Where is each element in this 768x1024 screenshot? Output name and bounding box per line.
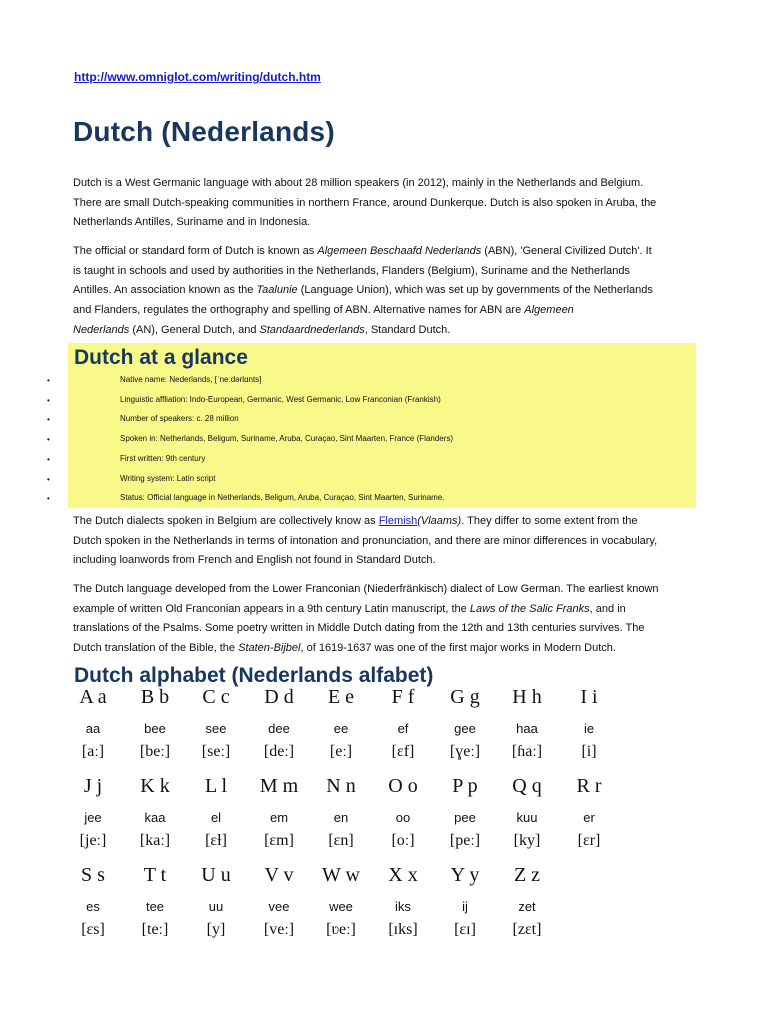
alphabet-letter-name: kuu bbox=[516, 810, 538, 825]
alphabet-letter-name: tee bbox=[145, 899, 165, 914]
alphabet-letter: X x bbox=[388, 864, 418, 886]
glance-item bbox=[0, 413, 700, 427]
intro-p1-line: There are small Dutch-speaking communities in northern France, around Dunkerque. Dutch is also spoken in Aruba, the bbox=[73, 196, 657, 209]
alphabet-letter: T t bbox=[143, 864, 167, 886]
history-line: Dutch translation of the Bible, the Staten-Bijbel, of 1619-1637 was one of the first major works in Modern Dutch. bbox=[73, 642, 616, 655]
bullet-icon: • bbox=[47, 494, 50, 504]
history-line: The Dutch language developed from the Lower Franconian (Niederfränkisch) dialect of Low German. The earliest known bbox=[73, 583, 659, 595]
alphabet-letter-name: er bbox=[583, 810, 595, 825]
alphabet-letter-ipa: [seː] bbox=[201, 743, 231, 760]
bullet-icon: • bbox=[47, 435, 50, 445]
alphabet-letter: C c bbox=[202, 686, 230, 708]
alphabet-letter-ipa: [aː] bbox=[81, 743, 105, 760]
alphabet-letter-ipa: [ɛs] bbox=[81, 921, 105, 938]
alphabet-letter-name: vee bbox=[268, 899, 290, 914]
intro-paragraph-2 bbox=[73, 242, 698, 341]
glance-item bbox=[0, 394, 700, 408]
alphabet-letter-ipa: [veː] bbox=[263, 921, 295, 938]
glance-item bbox=[0, 433, 700, 447]
alphabet-letter-name: ij bbox=[462, 899, 468, 914]
page-title: Dutch (Nederlands) bbox=[73, 116, 335, 147]
alphabet-letter-ipa: [peː] bbox=[449, 832, 481, 849]
dialects-line: Dutch spoken in the Netherlands in terms of intonation and pronunciation, and there are minor differences in vocabulary, bbox=[73, 534, 658, 547]
glance-heading: Dutch at a glance bbox=[74, 346, 248, 369]
alphabet-letter-name: wee bbox=[329, 899, 353, 914]
alphabet-letter-ipa: [ky] bbox=[513, 832, 541, 849]
alphabet-letter-ipa: [y] bbox=[206, 921, 226, 938]
bullet-icon: • bbox=[47, 415, 50, 425]
alphabet-letter-name: uu bbox=[208, 899, 224, 914]
alphabet-letter: J j bbox=[83, 775, 103, 797]
alphabet-letter: N n bbox=[326, 775, 356, 797]
glance-item bbox=[0, 473, 700, 487]
alphabet-letter-name: jee bbox=[84, 810, 102, 825]
alphabet-letter: G g bbox=[450, 686, 480, 708]
alphabet-letter-name: bee bbox=[144, 721, 166, 736]
alphabet-letter: U u bbox=[201, 864, 231, 886]
alphabet-letter: M m bbox=[259, 775, 299, 797]
alphabet-letter-ipa: [ɛn] bbox=[328, 832, 354, 849]
alphabet-letter-name: iks bbox=[395, 899, 411, 914]
intro-p2-line: The official or standard form of Dutch is known as Algemeen Beschaafd Nederlands (ABN), 'General Civilized Dutch'. It bbox=[73, 245, 652, 257]
alphabet-letter-name: en bbox=[333, 810, 349, 825]
glance-item-text: Number of speakers: c. 28 million bbox=[120, 414, 239, 424]
glance-item-text: Native name: Nederlands, [ˈneːdərlɑnts] bbox=[120, 375, 262, 384]
intro-p1-line: Netherlands Antilles, Suriname and in Indonesia. bbox=[73, 216, 311, 229]
alphabet-letter-name: oo bbox=[395, 810, 411, 825]
bullet-icon: • bbox=[47, 474, 50, 484]
intro-p1-line: Dutch is a West Germanic language with about 28 million speakers (in 2012), mainly in the Netherlands and Belgium. bbox=[73, 177, 644, 189]
alphabet-letter: D d bbox=[264, 686, 294, 708]
alphabet-letter: P p bbox=[452, 775, 478, 797]
alphabet-letter-ipa: [zɛt] bbox=[512, 921, 542, 938]
alphabet-letter: W w bbox=[322, 864, 360, 886]
glance-item-text: Status: Official language in Netherlands, Beligum, Aruba, Curaçao, Sint Maarten, Suriname. bbox=[120, 493, 445, 503]
intro-p2-line: is taught in schools and used by authorities in the Netherlands, Flanders (Belgium), Suriname and the Netherlands bbox=[73, 264, 631, 277]
dialects-line: The Dutch dialects spoken in Belgium are collectively know as Flemish(Vlaams). They differ to some extent from the bbox=[73, 515, 638, 527]
bullet-icon: • bbox=[47, 454, 50, 464]
alphabet-letter-name: haa bbox=[516, 721, 538, 736]
alphabet-letter: F f bbox=[391, 686, 415, 708]
alphabet-letter-ipa: [deː] bbox=[263, 743, 295, 760]
alphabet-letter-ipa: [teː] bbox=[141, 921, 169, 938]
intro-p2-line: Antilles. An association known as the Taalunie (Language Union), which was set up by governments of the Netherlands bbox=[73, 284, 653, 297]
alphabet-letter-ipa: [ʋeː] bbox=[326, 921, 356, 938]
alphabet-letter-name: aa bbox=[85, 721, 101, 736]
history-paragraph bbox=[73, 580, 698, 659]
alphabet-letter-ipa: [jeː] bbox=[79, 832, 107, 849]
source-link[interactable]: http://www.omniglot.com/writing/dutch.htm bbox=[74, 70, 321, 84]
alphabet-letter: Y y bbox=[450, 864, 480, 886]
alphabet-letter: Q q bbox=[512, 775, 542, 797]
alphabet-letter-name: ee bbox=[333, 721, 349, 736]
alphabet-letter-ipa: [ɦaː] bbox=[511, 743, 543, 760]
glance-item-text: First written: 9th century bbox=[120, 453, 206, 463]
alphabet-letter-name: see bbox=[205, 721, 227, 736]
alphabet-letter-name: es bbox=[86, 899, 100, 914]
dialects-paragraph bbox=[73, 512, 698, 571]
glance-item-text: Writing system: Latin script bbox=[120, 473, 216, 483]
alphabet-heading: Dutch alphabet (Nederlands alfabet) bbox=[74, 664, 434, 687]
intro-paragraph-1 bbox=[73, 174, 698, 233]
alphabet-letter-name: dee bbox=[268, 721, 290, 736]
intro-p2-line: Nederlands (AN), General Dutch, and Standaardnederlands, Standard Dutch. bbox=[73, 323, 451, 336]
alphabet-letter-ipa: [kaː] bbox=[139, 832, 171, 849]
alphabet-letter-ipa: [i] bbox=[581, 743, 597, 760]
alphabet-letter: A a bbox=[79, 686, 107, 708]
alphabet-letter: B b bbox=[140, 686, 170, 708]
alphabet-letter: R r bbox=[576, 775, 602, 797]
glance-item bbox=[0, 453, 700, 467]
alphabet-letter: H h bbox=[512, 686, 542, 708]
glance-item bbox=[0, 374, 700, 388]
alphabet-letter-name: pee bbox=[454, 810, 476, 825]
glance-item-text: Linguistic affliation: Indo-European, Germanic, West Germanic, Low Franconian (Frankish) bbox=[120, 394, 441, 404]
alphabet-letter-ipa: [ɛɫ] bbox=[205, 832, 227, 849]
alphabet-letter: L l bbox=[204, 775, 228, 797]
bullet-icon: • bbox=[47, 376, 50, 385]
alphabet-letter-ipa: [oː] bbox=[391, 832, 415, 849]
history-line: example of written Old Franconian appears in a 9th century Latin manuscript, the Laws of the Salic Franks, and in bbox=[73, 602, 626, 615]
alphabet-letter: I i bbox=[580, 686, 598, 708]
alphabet-letter-name: el bbox=[210, 810, 222, 825]
glance-item-text: Spoken in: Netherlands, Beligum, Suriname, Aruba, Curaçao, Sint Maarten, France (Flanders) bbox=[120, 434, 454, 444]
alphabet-letter-ipa: [ɛr] bbox=[577, 832, 601, 849]
alphabet-letter-name: ie bbox=[583, 721, 595, 736]
alphabet-letter-name: ef bbox=[397, 721, 409, 736]
alphabet-letter-name: zet bbox=[518, 899, 536, 914]
alphabet-letter-ipa: [ɣeː] bbox=[449, 743, 481, 760]
dialects-line: including loanwords from French and English not found in Standard Dutch. bbox=[73, 554, 436, 567]
alphabet-letter-name: kaa bbox=[144, 810, 166, 825]
alphabet-letter-ipa: [ɛɪ] bbox=[454, 921, 476, 938]
intro-p2-line: and Flanders, regulates the orthography and spelling of ABN. Alternative names for ABN are Algemeen bbox=[73, 304, 574, 317]
history-line: translations of the Psalms. Some poetry written in Middle Dutch dating from the 12th and 13th centuries survives. The bbox=[73, 622, 645, 635]
alphabet-letter-ipa: [ɛm] bbox=[264, 832, 294, 849]
alphabet-letter: K k bbox=[140, 775, 170, 797]
alphabet-letter-name: gee bbox=[454, 721, 476, 736]
bullet-icon: • bbox=[47, 395, 50, 405]
alphabet-letter: O o bbox=[388, 775, 418, 797]
alphabet-letter-ipa: [ɛf] bbox=[391, 743, 415, 760]
alphabet-letter: S s bbox=[81, 864, 105, 886]
alphabet-letter: Z z bbox=[513, 864, 541, 886]
glance-item bbox=[0, 492, 700, 506]
alphabet-letter-ipa: [eː] bbox=[329, 743, 353, 760]
flemish-link[interactable]: Flemish bbox=[378, 515, 418, 527]
alphabet-letter-ipa: [beː] bbox=[139, 743, 171, 760]
alphabet-letter-ipa: [ɪks] bbox=[388, 921, 418, 938]
alphabet-letter: V v bbox=[264, 864, 294, 886]
alphabet-letter: E e bbox=[327, 686, 355, 708]
alphabet-letter-name: em bbox=[269, 810, 289, 825]
